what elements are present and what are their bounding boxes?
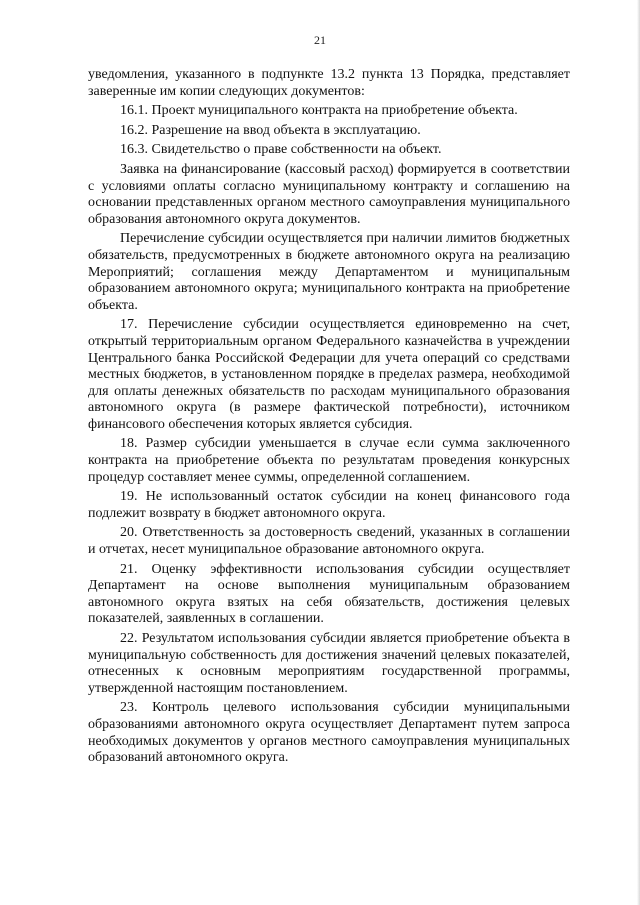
paragraph-18: 18. Размер субсидии уменьшается в случае если сумма заключенного контракта на приобретение объекта по результатам проведения конкурсных процедур составляет менее суммы, определенной соглашением. <box>88 436 570 485</box>
paragraph-16-3: 16.3. Свидетельство о праве собственности на объект. <box>120 142 442 158</box>
paragraph-continuation: уведомления, указанного в подпункте 13.2 пункта 13 Порядка, представляет заверенные им копии следующих документов: <box>88 67 570 99</box>
paragraph-23: 23. Контроль целевого использования субсидии муниципальными образованиями автономного округа осуществляет Департамент путем запроса необходимых документов у органов местного самоуправления муниципальных образований автономного округа. <box>88 700 570 766</box>
paragraph-22: 22. Результатом использования субсидии является приобретение объекта в муниципальную собственность для достижения значений целевых показателей, отнесенных к основным мероприятиям государственной программы, утвержденной настоящим постановлением. <box>88 631 570 696</box>
paragraph-16-2: 16.2. Разрешение на ввод объекта в эксплуатацию. <box>120 122 421 138</box>
page-number: 21 <box>314 33 326 47</box>
paragraph-17: 17. Перечисление субсидии осуществляется единовременно на счет, открытый территориальным органом Федерального казначейства в учреждении Центрального банка Российской Федерации для учета операций со средствами местных бюджетов, в установленном порядке в пределах размера, необходимой для оплаты денежных обязательств по расходам муниципального образования автономного округа (в размере фактической потребности), источником финансового обеспечения которых является субсидия. <box>88 317 570 432</box>
paragraph-21: 21. Оценку эффективности использования субсидии осуществляет Департамент на основе выполнения муниципальным образованием автономного округа взятых на себя обязательств, достижения целевых показателей, заявленных в соглашении. <box>88 561 570 627</box>
paragraph-financing-request: Заявка на финансирование (кассовый расход) формируется в соответствии с условиями оплаты согласно муниципальному контракту и соглашению на основании представленных органом местного самоуправления муниципального образования автономного округа документов. <box>88 161 570 227</box>
paragraph-20: 20. Ответственность за достоверность сведений, указанных в соглашении и отчетах, несет муниципальное образование автономного округа. <box>88 525 570 558</box>
paragraph-subsidy-transfer-conditions: Перечисление субсидии осуществляется при наличии лимитов бюджетных обязательств, предусмотренных в бюджете автономного округа на реализацию Мероприятий; соглашения между Департаментом и муниципальным образованием автономного округа; муниципального контракта на приобретение объекта. <box>88 231 570 313</box>
paragraph-16-1: 16.1. Проект муниципального контракта на приобретение объекта. <box>120 103 518 119</box>
paragraph-19: 19. Не использованный остаток субсидии на конец финансового года подлежит возврату в бюджет автономного округа. <box>88 489 570 521</box>
document-body <box>88 67 570 770</box>
